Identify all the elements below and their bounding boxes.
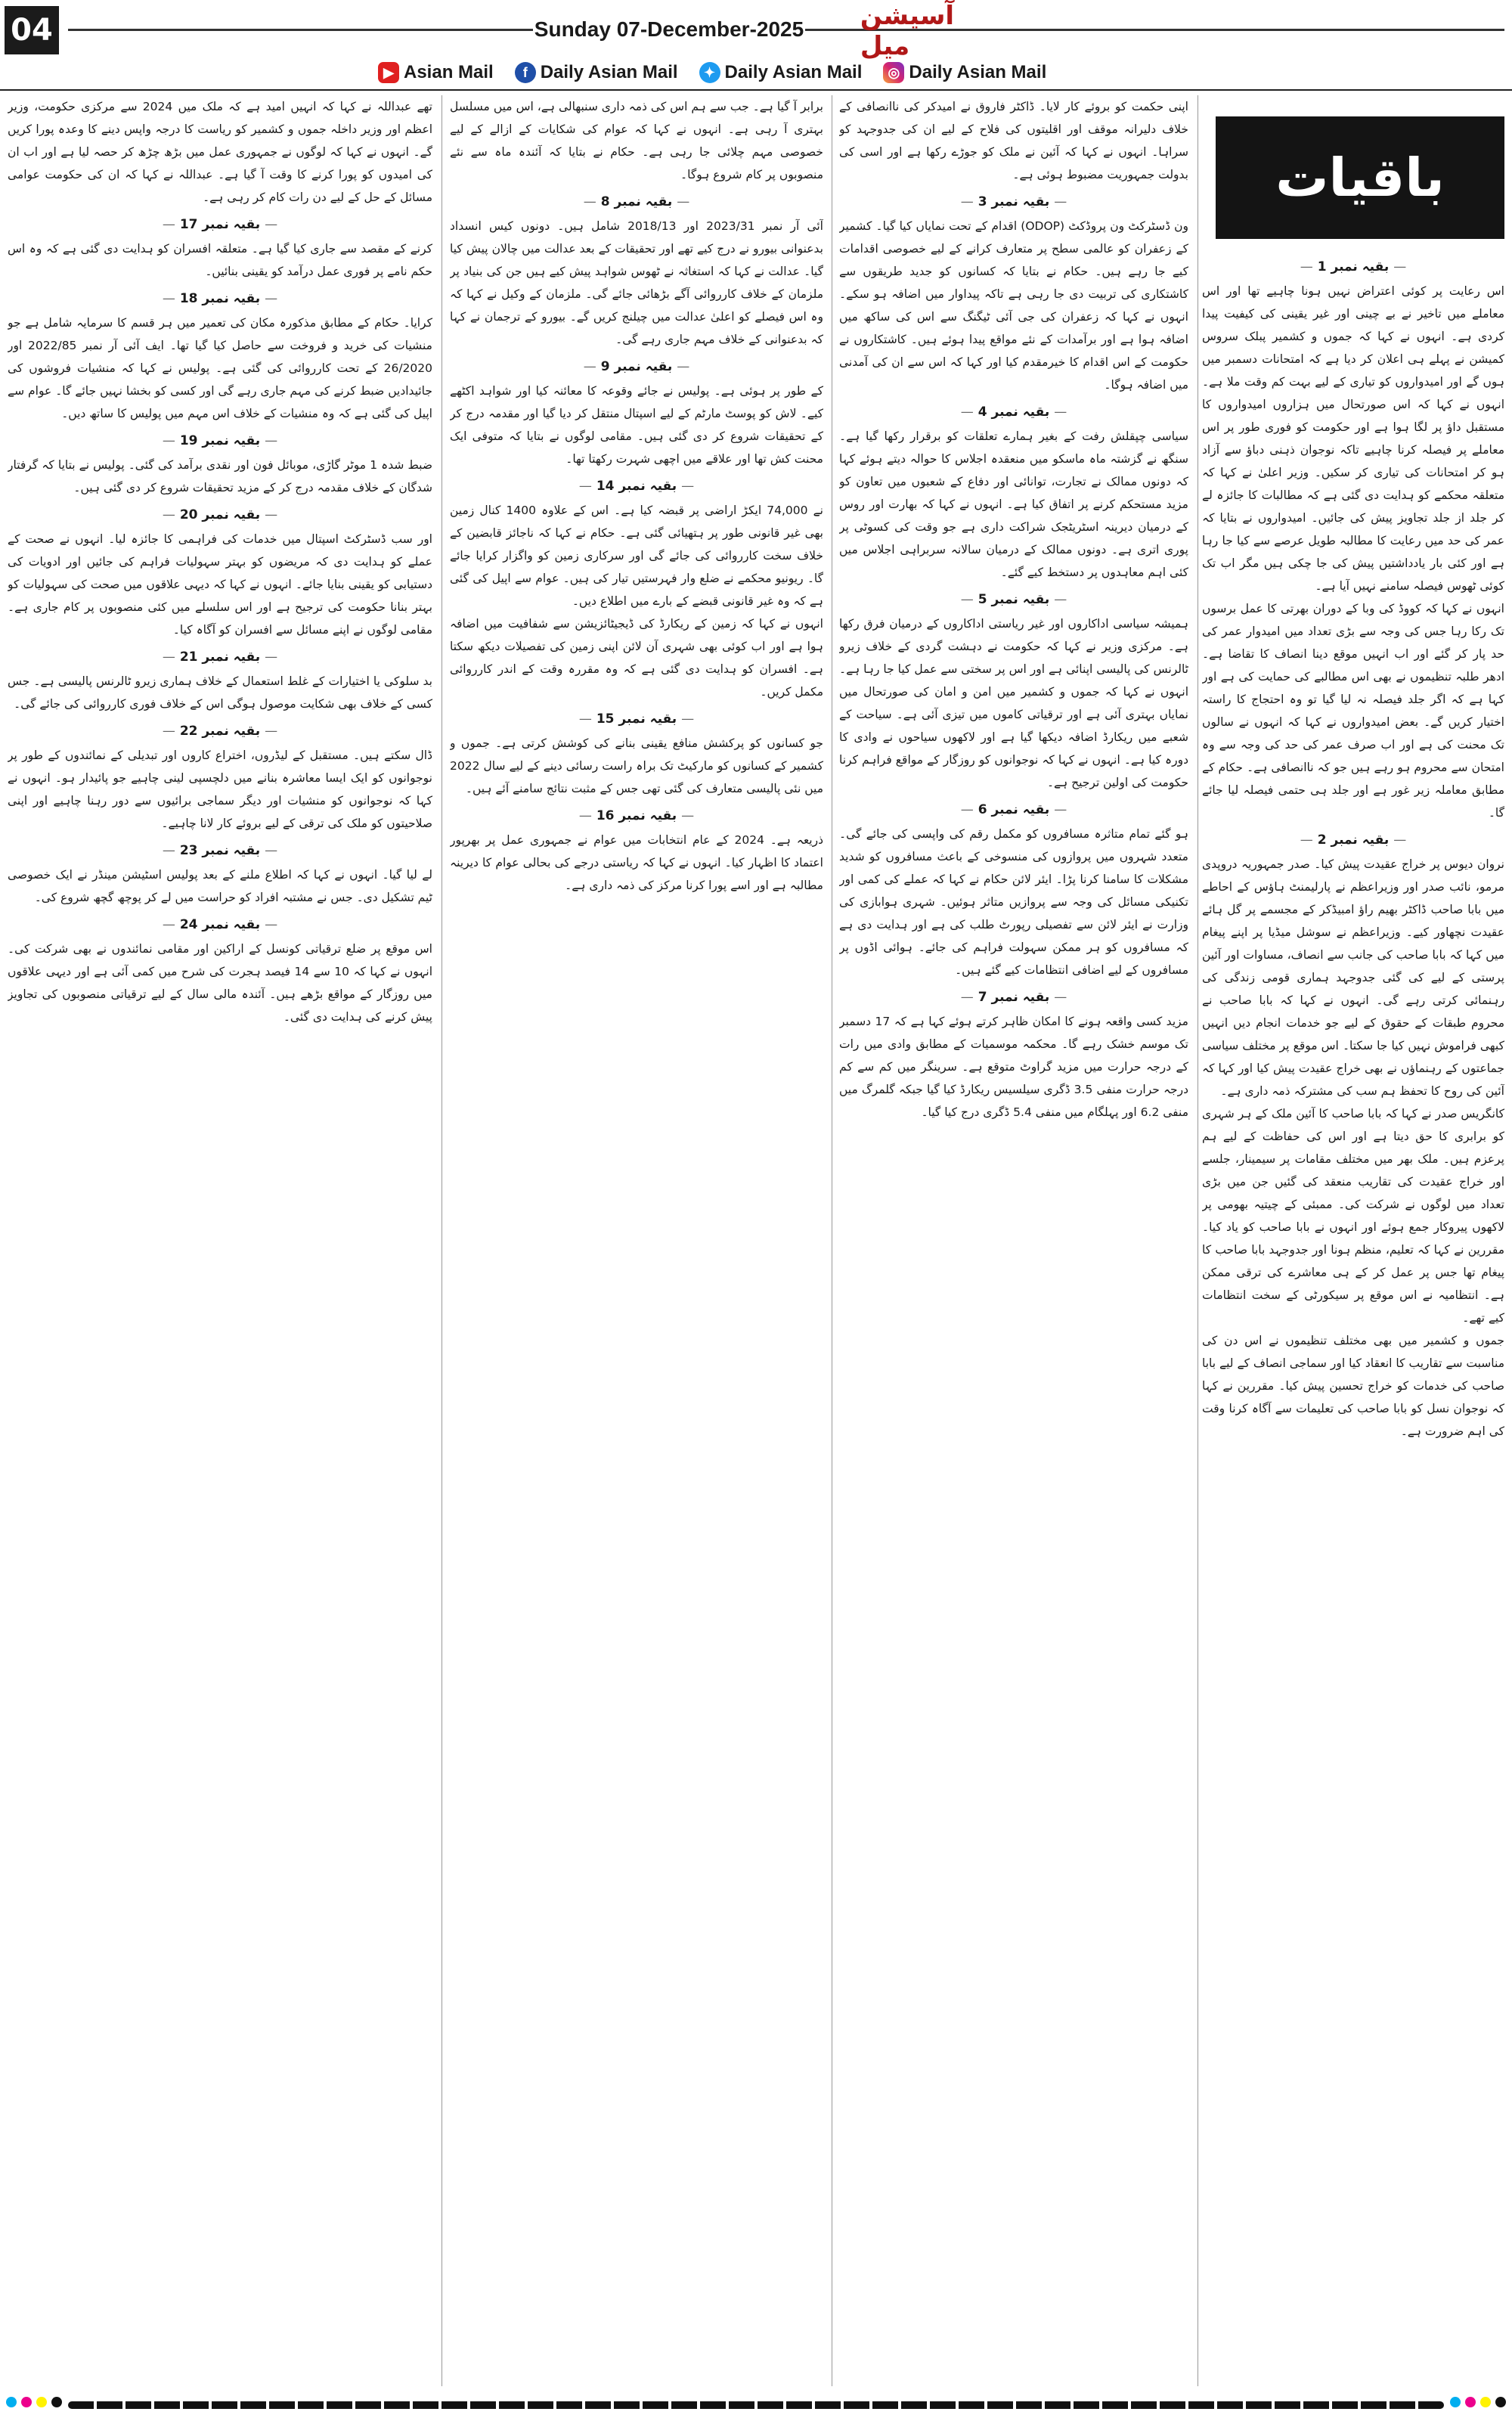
color-registration-dots [6, 2397, 62, 2407]
continuation-heading: — بقیہ نمبر 23 — [8, 839, 432, 862]
color-registration-dots [1450, 2397, 1506, 2407]
facebook-icon: f [515, 62, 536, 83]
continuation-heading: — بقیہ نمبر 3 — [839, 191, 1188, 213]
continuation-heading: — بقیہ نمبر 15 — [450, 708, 823, 730]
magenta-dot [1465, 2397, 1476, 2407]
cyan-dot [6, 2397, 17, 2407]
continuation-heading: — بقیہ نمبر 4 — [839, 401, 1188, 423]
column-3 [450, 95, 823, 2386]
column-1 [1202, 95, 1504, 2386]
social-instagram[interactable] [883, 62, 1046, 83]
social-links [378, 57, 1046, 88]
continuation-heading: — بقیہ نمبر 14 — [450, 475, 823, 498]
article-paragraph: نروان دیوس پر خراج عقیدت پیش کیا۔ صدر جمہوریہ دروپدی مرمو، نائب صدر اور وزیراعظم نے پارلیمنٹ ہاؤس کے احاطے میں بابا صاحب ڈاکٹر بھیم راؤ امبیڈکر کے مجسمے پر گل ہائے عقیدت نچھاور کیے۔ وزیراعظم نے سوشل میڈیا پر اپنے پیغام میں کہا کہ بابا صاحب کی جانب سے انصاف، مساوات اور آئین پرستی کے لیے کی گئی جدوجہد ہماری قومی زندگی کی رہنمائی کرتی رہے گی۔ انہوں نے کہا کہ بابا صاحب نے محروم طبقات کے حقوق کے لیے جو خدمات انجام دیں انہیں کبھی فراموش نہیں کیا جا سکتا۔ اس موقع پر مختلف سیاسی جماعتوں کے رہنماؤں نے بھی خراج عقیدت پیش کیا اور کہا کہ آئین کی روح کا تحفظ ہم سب کی مشترکہ ذمہ داری ہے۔ [1202, 857, 1504, 1098]
continuation-heading: — بقیہ نمبر 7 — [839, 986, 1188, 1009]
article-area [8, 95, 1504, 2386]
social-youtube[interactable] [378, 62, 494, 83]
article-paragraph: کانگریس صدر نے کہا کہ بابا صاحب کا آئین ملک کے ہر شہری کو برابری کا حق دیتا ہے اور اس کی حفاظت کے لیے ہم پرعزم ہیں۔ ملک بھر میں مختلف مقامات پر سیمینار، جلسے اور خراج عقیدت کی تقاریب منعقد کی گئیں جن میں بڑی تعداد میں لوگوں نے شرکت کی۔ ممبئی کے چیتیہ بھومی پر لاکھوں پیروکار جمع ہوئے اور انہوں نے بابا صاحب کو یاد کیا۔ مقررین نے کہا کہ تعلیم، منظم ہونا اور جدوجہد بابا صاحب کا پیغام تھا جس پر عمل کر کے ہی معاشرے کی ترقی ممکن ہے۔ انتظامیہ نے اس موقع پر سیکورٹی کے سخت انتظامات کیے تھے۔ [1202, 1107, 1504, 1325]
article-paragraph: ذریعہ ہے۔ 2024 کے عام انتخابات میں عوام نے جمہوری عمل پر بھرپور اعتماد کا اظہار کیا۔ انہوں نے کہا کہ ریاستی درجے کی بحالی عوام کا دیرینہ مطالبہ ہے اور اسے پورا کرنا مرکز کی ذمہ داری ہے۔ [450, 833, 823, 892]
continuation-heading: — بقیہ نمبر 9 — [450, 355, 823, 378]
instagram-icon: ◎ [883, 62, 904, 83]
article-paragraph: جو کسانوں کو پرکشش منافع یقینی بنانے کی کوشش کرتی ہے۔ جموں و کشمیر کے کسانوں کو مارکیٹ تک براہ راست رسائی دینے کے لیے سال 2022 میں نئی پالیسی متعارف کی گئی تھی جس کے مثبت نتائج سامنے آئے ہیں۔ [450, 736, 823, 795]
article-paragraph: نے 74,000 ایکڑ اراضی پر قبضہ کیا ہے۔ اس کے علاوہ 1400 کنال زمین بھی غیر قانونی طور پر ہتھیائی گئی ہے۔ حکام نے کہا کہ ناجائز قابضین کے خلاف سخت کارروائی کی جائے گی اور سرکاری زمین کو واگزار کرایا جائے گا۔ ریونیو محکمے نے ضلع وار فہرستیں تیار کی ہیں۔ عوام سے اپیل کی گئی ہے کہ وہ غیر قانونی قبضے کے بارے میں اطلاع دیں۔ [450, 504, 823, 608]
yellow-dot [1480, 2397, 1491, 2407]
continuation-heading: — بقیہ نمبر 5 — [839, 588, 1188, 611]
social-youtube-label: Asian Mail [404, 62, 494, 82]
article-paragraph: ون ڈسٹرکٹ ون پروڈکٹ (ODOP) اقدام کے تحت نمایاں کیا گیا۔ کشمیر کے زعفران کو عالمی سطح پر متعارف کرانے کے لیے خصوصی اقدامات کیے جا رہے ہیں۔ حکام نے بتایا کہ کسانوں کو جدید طریقوں سے کاشتکاری کی تربیت دی جا رہی ہے تاکہ پیداوار میں اضافہ ہو سکے۔ انہوں نے کہا کہ زعفران کی جی آئی ٹیگنگ سے اس کی ساکھ میں اضافہ ہوا ہے اور برآمدات کے نئے مواقع پیدا ہوئے ہیں۔ کاشتکاروں نے حکومت کے اس اقدام کا خیرمقدم کیا اور کہا کہ اس سے ان کی آمدنی میں اضافہ ہوگا۔ [839, 219, 1188, 392]
continuation-heading: — بقیہ نمبر 21 — [8, 646, 432, 668]
continuation-heading: — بقیہ نمبر 18 — [8, 287, 432, 310]
social-facebook-label: Daily Asian Mail [540, 62, 678, 82]
black-dot [51, 2397, 62, 2407]
article-paragraph: انہوں نے کہا کہ کووڈ کی وبا کے دوران بھرتی کا عمل برسوں تک رکا رہا جس کی وجہ سے بڑی تعداد میں امیدوار عمر کی حد پار کر گئے اور اب انہیں موقع دینا انصاف کا تقاضا ہے۔ ادھر طلبہ تنظیموں نے بھی اس مطالبے کی حمایت کی ہے اور کہا ہے کہ اگر جلد فیصلہ نہ لیا گیا تو وہ احتجاج کا راستہ اختیار کریں گے۔ بعض امیدواروں نے کہا کہ انہوں نے سالوں تک محنت کی ہے اور اب صرف عمر کی حد کی وجہ سے وہ امتحان سے محروم ہو رہے ہیں جو کہ ناانصافی ہے۔ حکام کے مطابق معاملہ زیر غور ہے اور جلد ہی حتمی فیصلہ لیا جائے گا۔ [1202, 602, 1504, 820]
social-facebook[interactable] [515, 62, 678, 83]
continuation-heading: — بقیہ نمبر 19 — [8, 429, 432, 452]
continuation-heading: — بقیہ نمبر 8 — [450, 191, 823, 213]
continuation-heading: — بقیہ نمبر 24 — [8, 913, 432, 936]
newspaper-logo-text: آسیشن میل [860, 1, 955, 61]
twitter-icon: ✦ [699, 62, 720, 83]
article-paragraph: لے لیا گیا۔ انہوں نے کہا کہ اطلاع ملنے کے بعد پولیس اسٹیشن مینڈر نے ایک خصوصی ٹیم تشکیل دی۔ جس نے مشتبہ افراد کو حراست میں لے کر پوچھ گچھ شروع کی۔ [8, 868, 432, 904]
article-paragraph: بد سلوکی یا اختیارات کے غلط استعمال کے خلاف ہماری زیرو ٹالرنس پالیسی ہے۔ جس کسی کے خلاف بھی شکایت موصول ہوگی اس کے خلاف فوری کارروائی کی جائے گی۔ [8, 674, 432, 711]
article-paragraph: ضبط شدہ 1 موٹر گاڑی، موبائل فون اور نقدی برآمد کی گئی۔ پولیس نے بتایا کہ گرفتار شدگان کے خلاف مقدمہ درج کر کے مزید تحقیقات شروع کر دی گئی ہیں۔ [8, 458, 432, 494]
column-2 [839, 95, 1188, 2386]
article-paragraph: مزید کسی واقعہ ہونے کا امکان ظاہر کرتے ہوئے کہا ہے کہ 17 دسمبر تک موسم خشک رہے گا۔ محکمہ موسمیات کے مطابق وادی میں رات کے درجہ حرارت میں مزید گراوٹ متوقع ہے۔ سرینگر میں کم سے کم درجہ حرارت منفی 3.5 ڈگری سیلسیس ریکارڈ کیا گیا جبکہ گلمرگ میں منفی 6.2 اور پہلگام میں منفی 5.4 ڈگری درج کیا گیا۔ [839, 1015, 1188, 1119]
cyan-dot [1450, 2397, 1461, 2407]
continuation-heading: — بقیہ نمبر 22 — [8, 720, 432, 742]
page-footer [0, 2389, 1512, 2421]
continuation-heading: — بقیہ نمبر 16 — [450, 804, 823, 827]
article-paragraph: اپنی حکمت کو بروئے کار لایا۔ ڈاکٹر فاروق نے امیدکر کی ناانصافی کے خلاف دلیرانہ موقف اور اقلیتوں کی فلاح کے لیے ان کی جدوجہد کو سراہا۔ انہوں نے کہا کہ آئین نے ملک کو جوڑے رکھا ہے اور اسی کی بدولت جمہوریت مضبوط ہوئی ہے۔ [839, 100, 1188, 181]
article-paragraph: کے طور پر ہوئی ہے۔ پولیس نے جائے وقوعہ کا معائنہ کیا اور شواہد اکٹھے کیے۔ لاش کو پوسٹ مارٹم کے لیے اسپتال منتقل کر دیا گیا اور مقدمہ درج کر کے تحقیقات شروع کر دی گئی ہیں۔ مقامی لوگوں نے بتایا کہ متوفی ایک محنت کش تھا اور علاقے میں اچھی شہرت رکھتا تھا۔ [450, 384, 823, 466]
yellow-dot [36, 2397, 47, 2407]
page-number: 04 [5, 6, 59, 54]
article-paragraph: اس رعایت پر کوئی اعتراض نہیں ہونا چاہیے تھا اور اس معاملے میں تاخیر نے بے چینی اور غیر یقینی کی کیفیت پیدا کردی ہے۔ انہوں نے کہا کہ جموں و کشمیر پبلک سروس کمیشن نے پہلے ہی اعلان کر دیا ہے کہ امتحانات دسمبر میں ہوں گے اور امیدواروں کو تیاری کے لیے بہت کم وقت ملا ہے۔ انہوں نے کہا کہ اس صورتحال میں ہزاروں امیدواروں کا مستقبل داؤ پر لگا ہوا ہے اور حکومت کو فوری طور پر اس معاملے پر فیصلہ کرنا چاہیے تاکہ نوجوان ذہنی دباؤ سے آزاد ہو کر امتحانات کی تیاری کر سکیں۔ وزیر اعلیٰ نے کہا کہ متعلقہ محکمے کو ہدایت دی گئی ہے کہ مطالبات کا جائزہ لے کر جلد از جلد تجاویز پیش کی جائیں۔ امیدواروں نے بتایا کہ عمر کی حد میں رعایت کا مطالبہ طویل عرصے سے کیا جا رہا ہے اور کئی بار یادداشتیں پیش کی جا چکی ہیں مگر اب تک کوئی ٹھوس فیصلہ سامنے نہیں آیا ہے۔ [1202, 284, 1504, 593]
article-paragraph: برابر آ گیا ہے۔ جب سے ہم اس کی ذمہ داری سنبھالی ہے، اس میں مسلسل بہتری آ رہی ہے۔ انہوں نے کہا کہ عوام کی شکایات کے ازالے کے لیے خصوصی مہم چلائی جا رہی ہے۔ حکام نے بتایا کہ آئندہ ماہ سے نئے منصوبوں پر کام شروع ہوگا۔ [450, 100, 823, 181]
social-twitter-label: Daily Asian Mail [724, 62, 863, 82]
article-paragraph: سیاسی چپقلش رفت کے بغیر ہمارے تعلقات کو برقرار رکھا گیا ہے۔ سنگھ نے گزشتہ ماہ ماسکو میں منعقدہ اجلاس کا حوالہ دیتے ہوئے کہا کہ دونوں ممالک نے تجارت، توانائی اور دفاع کے شعبوں میں تعاون کو مزید مستحکم کرنے پر اتفاق کیا ہے۔ انہوں نے کہا کہ بھارت اور روس کے درمیان دیرینہ اسٹریٹجک شراکت داری ہے جو وقت کی کسوٹی پر پوری اتری ہے۔ دونوں ممالک کے درمیان سالانہ سربراہی اجلاس میں کئی اہم معاہدوں پر دستخط کیے گئے۔ [839, 429, 1188, 579]
continuation-heading: — بقیہ نمبر 17 — [8, 213, 432, 236]
header-bottom-rule [0, 89, 1512, 91]
article-paragraph: انہوں نے کہا کہ زمین کے ریکارڈ کی ڈیجیٹائزیشن سے شفافیت میں اضافہ ہوا ہے اور اب کوئی بھی شہری آن لائن اپنی زمین کی تفصیلات دیکھ سکتا ہے۔ افسران کو ہدایت دی گئی ہے کہ وہ مقررہ وقت کے اندر کارروائی مکمل کریں۔ [450, 617, 823, 699]
article-paragraph: ہمیشہ سیاسی اداکاروں اور غیر ریاستی اداکاروں کے درمیان فرق رکھا ہے۔ مرکزی وزیر نے کہا کہ حکومت نے دہشت گردی کے خلاف زیرو ٹالرنس کی پالیسی اپنائی ہے اور اس پر سختی سے عمل کیا جا رہا ہے۔ انہوں نے کہا کہ جموں و کشمیر میں امن و امان کی صورتحال میں نمایاں بہتری آئی ہے اور ترقیاتی کاموں میں تیزی آئی ہے۔ سیاحت کے شعبے میں ریکارڈ اضافہ دیکھا گیا ہے اور لاکھوں سیاحوں نے وادی کا دورہ کیا ہے۔ انہوں نے کہا کہ نوجوانوں کو روزگار کے مواقع فراہم کرنا حکومت کی اولین ترجیح ہے۔ [839, 617, 1188, 789]
article-paragraph: تھے عبداللہ نے کہا کہ انہیں امید ہے کہ ملک میں 2024 سے مرکزی حکومت، وزیر اعظم اور وزیر داخلہ جموں و کشمیر کو ریاست کا درجہ واپس دینے کا وعدہ پورا کریں گے۔ انہوں نے کہا کہ لوگوں نے جمہوری عمل میں بڑھ چڑھ کر حصہ لیا ہے اور اب ان کی امیدوں کو پورا کرنے کا وقت آ گیا ہے۔ عبداللہ نے کہا کہ ان کی حکومت عوامی مسائل کے حل کے لیے دن رات کام کر رہی ہے۔ [8, 100, 432, 204]
section-title: باقیات [1216, 116, 1504, 239]
column-4 [8, 95, 432, 2386]
social-instagram-label: Daily Asian Mail [909, 62, 1047, 82]
article-paragraph: جموں و کشمیر میں بھی مختلف تنظیموں نے اس دن کی مناسبت سے تقاریب کا انعقاد کیا اور سماجی انصاف کے لیے بابا صاحب کی خدمات کو خراج تحسین پیش کیا۔ مقررین نے کہا کہ نوجوان نسل کو بابا صاحب کی تعلیمات سے آگاہ کرنا وقت کی اہم ضرورت ہے۔ [1202, 1334, 1504, 1438]
black-dot [1495, 2397, 1506, 2407]
continuation-heading: — بقیہ نمبر 2 — [1202, 829, 1504, 851]
article-paragraph: آئی آر نمبر 2023/31 اور 2018/13 شامل ہیں۔ دونوں کیس انسداد بدعنوانی بیورو نے درج کیے تھے اور تحقیقات کے بعد عدالت میں چالان پیش کیا گیا۔ عدالت نے کہا کہ استغاثہ نے ٹھوس شواہد پیش کیے ہیں جن کی بنیاد پر ملزمان کے خلاف کارروائی آگے بڑھائی جائے گی۔ ملزمان کے وکیل نے کہا کہ وہ اس فیصلے کو اعلیٰ عدالت میں چیلنج کریں گے۔ بیورو کے ترجمان نے کہا کہ بدعنوانی کے خلاف مہم جاری رہے گی۔ [450, 219, 823, 346]
page-header [0, 0, 1512, 91]
social-twitter[interactable] [699, 62, 863, 83]
article-paragraph: کرنے کے مقصد سے جاری کیا گیا ہے۔ متعلقہ افسران کو ہدایت دی گئی ہے کہ وہ اس حکم نامے پر فوری عمل درآمد کو یقینی بنائیں۔ [8, 242, 432, 278]
print-registration-bar [68, 2401, 1444, 2409]
article-paragraph: اس موقع پر ضلع ترقیاتی کونسل کے اراکین اور مقامی نمائندوں نے بھی شرکت کی۔ انہوں نے کہا کہ 10 سے 14 فیصد ہجرت کی شرح میں کمی آئی ہے اور دیہی علاقوں میں روزگار کے مواقع بڑھے ہیں۔ آئندہ مالی سال کے لیے ترقیاتی منصوبوں کی تجاویز پیش کرنے کی ہدایت دی گئی۔ [8, 942, 432, 1024]
article-paragraph: کرایا۔ حکام کے مطابق مذکورہ مکان کی تعمیر میں ہر قسم کا سرمایہ شامل ہے جو منشیات کی خرید و فروخت سے حاصل کیا گیا تھا۔ ایف آئی آر نمبر 2022/85 اور 26/2020 کے تحت کارروائی کی گئی ہے۔ پولیس نے کہا کہ منشیات فروشوں کی جائیدادیں ضبط کرنے کی مہم جاری رہے گی اور کسی کو بخشا نہیں جائے گا۔ عوام سے اپیل کی گئی ہے کہ وہ منشیات کے خلاف اس مہم میں پولیس کا ساتھ دیں۔ [8, 316, 432, 420]
article-paragraph: اور سب ڈسٹرکٹ اسپتال میں خدمات کی فراہمی کا جائزہ لیا۔ انہوں نے صحت کے عملے کو ہدایت دی کہ مریضوں کو بہتر سہولیات فراہم کی جائیں اور ادویات کی دستیابی کو یقینی بنایا جائے۔ انہوں نے کہا کہ دیہی علاقوں میں صحت کی سہولیات کو بہتر بنانا حکومت کی ترجیح ہے اور اس سلسلے میں کئی منصوبوں پر کام جاری ہے۔ مقامی لوگوں نے اپنے مسائل سے افسران کو آگاہ کیا۔ [8, 532, 432, 637]
issue-date: Sunday 07-December-2025 [533, 11, 805, 48]
continuation-heading: — بقیہ نمبر 20 — [8, 504, 432, 526]
youtube-icon: ▶ [378, 62, 399, 83]
newspaper-logo [862, 3, 953, 59]
continuation-heading: — بقیہ نمبر 1 — [1202, 256, 1504, 278]
continuation-heading: — بقیہ نمبر 6 — [839, 798, 1188, 821]
article-paragraph: ڈال سکتے ہیں۔ مستقبل کے لیڈروں، اختراع کاروں اور تبدیلی کے نمائندوں کے طور پر نوجوانوں کو ایک ایسا معاشرہ بنانے میں دلچسپی لینی چاہیے جو پائیدار ہو۔ انہوں نے کہا کہ نوجوانوں کو منشیات اور دیگر سماجی برائیوں سے دور رہنا چاہیے اور اپنی صلاحیتوں کو ملک کی ترقی کے لیے بروئے کار لانا چاہیے۔ [8, 749, 432, 830]
magenta-dot [21, 2397, 32, 2407]
article-paragraph: ہو گئے تمام متاثرہ مسافروں کو مکمل رقم کی واپسی کی جائے گی۔ متعدد شہروں میں پروازوں کی منسوخی کے باعث مسافروں کو شدید مشکلات کا سامنا کرنا پڑا۔ ایئر لائن حکام نے کہا کہ عملے کی کمی اور تکنیکی مسائل کی وجہ سے پروازیں متاثر ہوئیں۔ شہری ہوابازی کی وزارت نے ایئر لائن سے تفصیلی رپورٹ طلب کی ہے اور ہدایت دی ہے کہ مسافروں کو ہر ممکن سہولت فراہم کی جائے۔ ہوائی اڈوں پر مسافروں کے لیے اضافی انتظامات کیے گئے ہیں۔ [839, 827, 1188, 977]
